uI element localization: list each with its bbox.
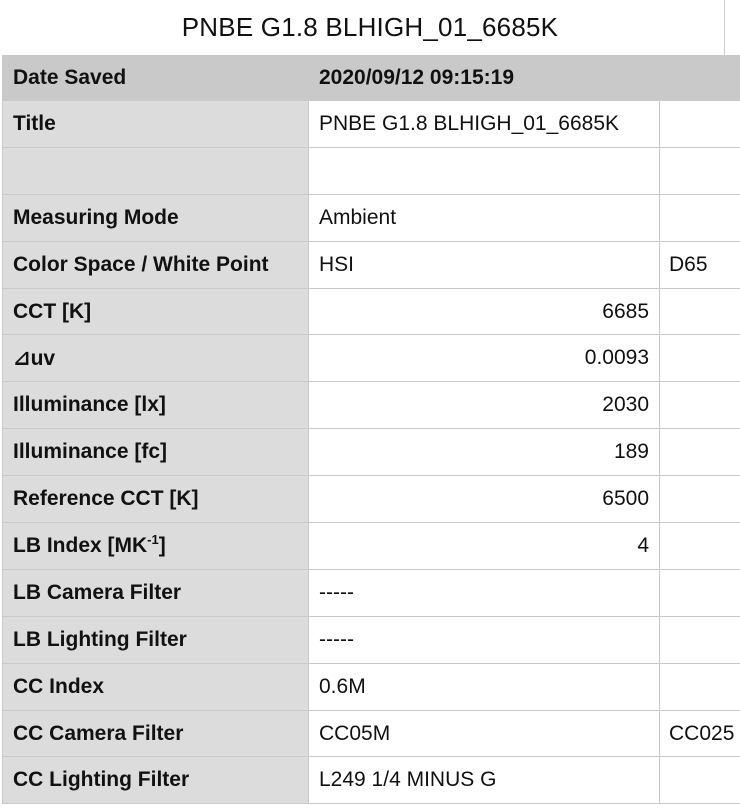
row-value-cell[interactable]: CC05M xyxy=(309,710,660,757)
table-row-illuminance-lx xyxy=(3,382,740,429)
row-extra-cell[interactable] xyxy=(660,194,740,241)
table-row-cct xyxy=(3,288,740,335)
table-row-lb-lighting-filter xyxy=(3,616,740,663)
table-row-color-space xyxy=(3,241,740,288)
table-row-measuring-mode xyxy=(3,194,740,241)
row-value-cell[interactable]: ----- xyxy=(309,569,660,616)
table-row-duv xyxy=(3,335,740,382)
row-label-suffix: ] xyxy=(158,533,166,557)
row-value-cell[interactable] xyxy=(309,147,660,194)
table-row-title xyxy=(3,101,740,148)
row-label-cell[interactable]: Title xyxy=(3,101,309,148)
row-label-cell[interactable]: CC Index xyxy=(3,663,309,710)
row-extra-cell[interactable] xyxy=(660,757,740,804)
row-value-cell[interactable]: 6500 xyxy=(309,476,660,523)
table-row-lb-index xyxy=(3,523,740,570)
row-value-cell[interactable]: 6685 xyxy=(309,288,660,335)
header-extra-cell[interactable] xyxy=(660,56,740,101)
table-row-lb-camera-filter xyxy=(3,569,740,616)
row-extra-cell[interactable] xyxy=(660,335,740,382)
row-extra-cell[interactable]: D65 xyxy=(660,241,740,288)
row-extra-cell[interactable]: CC025 xyxy=(660,710,740,757)
row-label-superscript: -1 xyxy=(147,531,159,547)
row-label-cell[interactable]: CC Lighting Filter xyxy=(3,757,309,804)
row-label-cell[interactable]: CCT [K] xyxy=(3,288,309,335)
table-row-cc-lighting-filter xyxy=(3,757,740,804)
row-value-cell[interactable]: 4 xyxy=(309,523,660,570)
row-extra-cell[interactable] xyxy=(660,616,740,663)
row-value-cell[interactable]: PNBE G1.8 BLHIGH_01_6685K xyxy=(309,101,660,148)
row-extra-cell[interactable] xyxy=(660,147,740,194)
row-label-cell[interactable]: Illuminance [fc] xyxy=(3,429,309,476)
row-label-cell[interactable]: LB Camera Filter xyxy=(3,569,309,616)
table-row-cc-camera-filter xyxy=(3,710,740,757)
row-value-cell[interactable]: 0.6M xyxy=(309,663,660,710)
row-value-cell[interactable]: 189 xyxy=(309,429,660,476)
row-value-cell[interactable]: ----- xyxy=(309,616,660,663)
row-extra-cell[interactable] xyxy=(660,429,740,476)
header-label-cell[interactable]: Date Saved xyxy=(3,56,309,101)
row-extra-cell[interactable] xyxy=(660,523,740,570)
document-title: PNBE G1.8 BLHIGH_01_6685K xyxy=(181,12,559,42)
table-row-illuminance-fc xyxy=(3,429,740,476)
row-extra-cell[interactable] xyxy=(660,569,740,616)
column-divider xyxy=(724,0,725,55)
table-header-row xyxy=(3,56,740,101)
table-row-reference-cct xyxy=(3,476,740,523)
table-row-cc-index xyxy=(3,663,740,710)
row-extra-cell[interactable] xyxy=(660,101,740,148)
row-label-cell[interactable]: CC Camera Filter xyxy=(3,710,309,757)
row-label-cell[interactable]: Color Space / White Point xyxy=(3,241,309,288)
row-value-cell[interactable]: L249 1/4 MINUS G xyxy=(309,757,660,804)
row-label-text: LB Index [MK xyxy=(13,533,148,557)
row-label-cell[interactable] xyxy=(3,147,309,194)
row-value-cell[interactable]: Ambient xyxy=(309,194,660,241)
row-extra-cell[interactable] xyxy=(660,663,740,710)
header-value-cell[interactable]: 2020/09/12 09:15:19 xyxy=(309,56,660,101)
row-value-cell[interactable]: HSI xyxy=(309,241,660,288)
row-label-cell[interactable]: Reference CCT [K] xyxy=(3,476,309,523)
row-label-cell[interactable]: ⊿uv xyxy=(3,335,309,382)
row-label-cell[interactable] xyxy=(3,523,309,570)
row-value-cell[interactable]: 0.0093 xyxy=(309,335,660,382)
measurement-table xyxy=(2,55,740,804)
row-label-cell[interactable]: Illuminance [lx] xyxy=(3,382,309,429)
row-label-cell[interactable]: Measuring Mode xyxy=(3,194,309,241)
row-extra-cell[interactable] xyxy=(660,476,740,523)
row-extra-cell[interactable] xyxy=(660,382,740,429)
row-value-cell[interactable]: 2030 xyxy=(309,382,660,429)
table-row-empty xyxy=(3,147,740,194)
row-label-cell[interactable]: LB Lighting Filter xyxy=(3,616,309,663)
row-extra-cell[interactable] xyxy=(660,288,740,335)
